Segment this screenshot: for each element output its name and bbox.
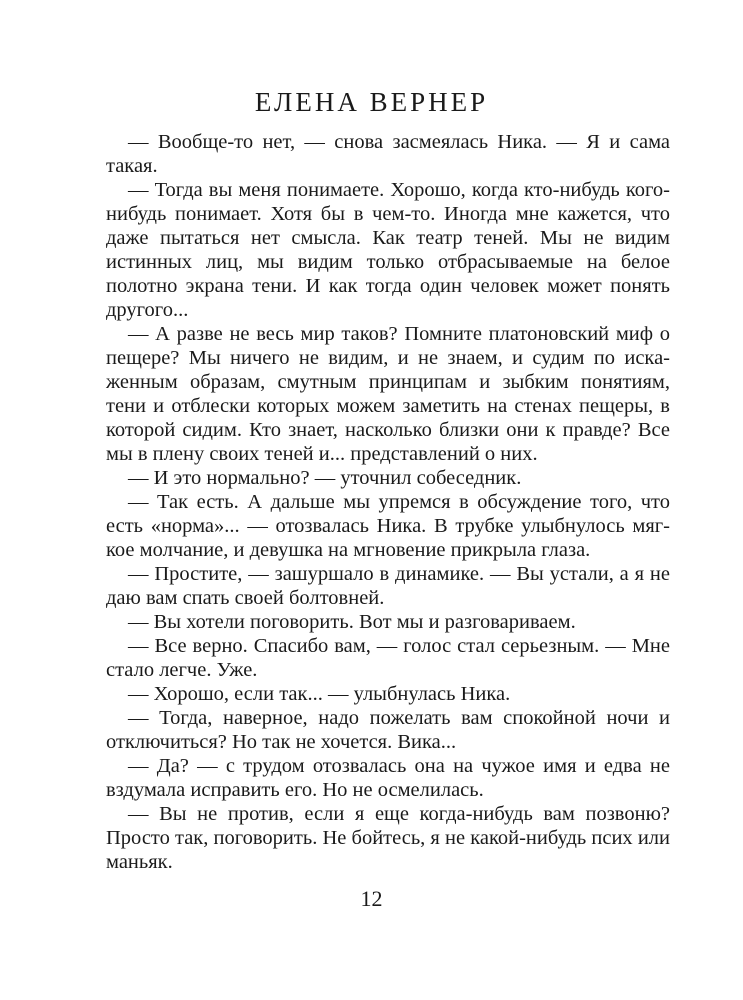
paragraph: — Так есть. А дальше мы упремся в обсуждение того, что есть «норма»... — отозвалась Ника. В трубке улыбнулось мягкое молчание, и девушка на мгновение прикрыла глаза. — [106, 491, 670, 561]
paragraph: — Тогда вы меня понимаете. Хорошо, когда кто-нибудь кого-нибудь понимает. Хотя бы в чем-то. Иногда мне кажется, что даже пытаться нет смысла. Как театр теней. Мы не видим истинных лиц, мы видим только отбрасываемые на белое полотно экрана тени. И как тогда один человек может понять другого... — [106, 179, 670, 321]
paragraph: — Да? — с трудом отозвалась она на чужое имя и едва не вздумала исправить его. Но не осмелилась. — [106, 755, 670, 801]
paragraph: — Простите, — зашуршало в динамике. — Вы устали, а я не даю вам спать своей болтовней. — [106, 563, 670, 609]
paragraph: — Вообще-то нет, — снова засмеялась Ника. — Я и сама такая. — [106, 131, 670, 177]
paragraph: — Вы хотели поговорить. Вот мы и разговариваем. — [128, 611, 576, 633]
paragraph: — Хорошо, если так... — улыбнулась Ника. — [128, 683, 511, 705]
paragraph: — А разве не весь мир таков? Помните платоновский миф о пещере? Мы ничего не видим, и не знаем, и судим по искаженным образам, смутным принципам и зыбким понятиям, тени и отблески которых можем заметить на стенах пещеры, в которой сидим. Кто знает, насколько близки они к правде? Все мы в плену своих теней и... представлений о них. — [106, 323, 670, 465]
paragraph: — Все верно. Спасибо вам, — голос стал серьезным. — Мне стало легче. Уже. — [106, 635, 670, 681]
paragraph: — Вы не против, если я еще когда-нибудь вам позвоню? Просто так, поговорить. Не бойтесь, я не какой-нибудь псих или маньяк. — [106, 803, 670, 873]
body-text — [106, 130, 670, 874]
paragraph: — Тогда, наверное, надо пожелать вам спокойной ночи и отключиться? Но так не хочется. Вика... — [106, 707, 670, 753]
page-number: 12 — [360, 886, 383, 911]
running-header: ЕЛЕНА ВЕРНЕР — [254, 87, 489, 117]
paragraph: — И это нормально? — уточнил собеседник. — [128, 467, 522, 489]
